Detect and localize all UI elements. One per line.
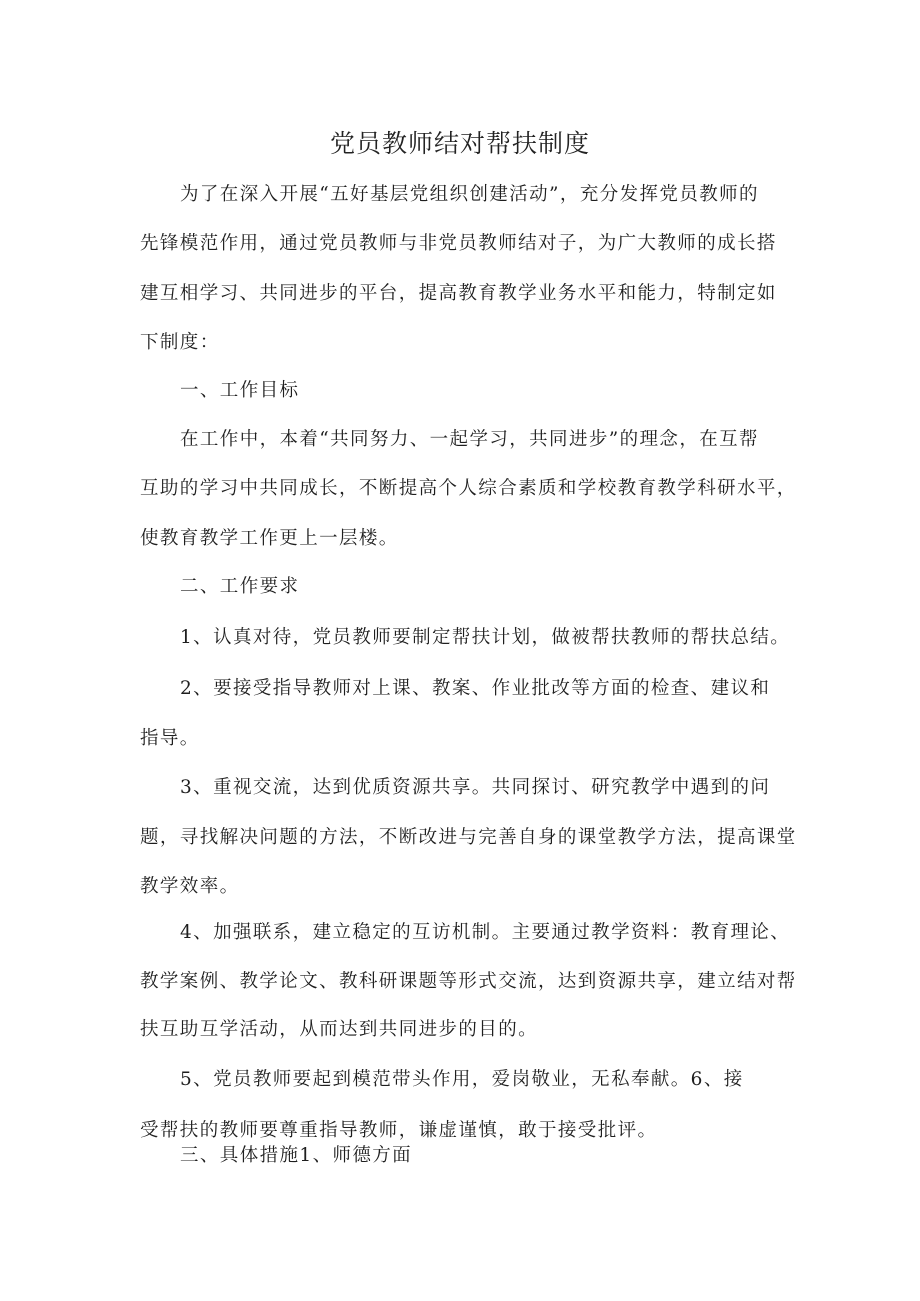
paragraph-line: 扶互助互学活动，从而达到共同进步的目的。 — [140, 1019, 539, 1040]
paragraph-line: 1、认真对待，党员教师要制定帮扶计划，做被帮扶教师的帮扶总结。 — [180, 627, 791, 648]
paragraph-line: 指导。 — [140, 728, 200, 749]
section-heading: 二、工作要求 — [180, 576, 300, 597]
paragraph-line: 使教育教学工作更上一层楼。 — [140, 528, 399, 549]
paragraph-line: 受帮扶的教师要尊重指导教师，谦虚谨慎，敢于接受批评。 — [140, 1120, 658, 1141]
paragraph-line: 教学效率。 — [140, 876, 240, 897]
paragraph-line: 3、重视交流，达到优质资源共享。共同探讨、研究教学中遇到的问 — [180, 777, 771, 798]
paragraph-line: 2、要接受指导教师对上课、教案、作业批改等方面的检查、建议和 — [180, 678, 771, 699]
paragraph-line: 为了在深入开展“五好基层党组织创建活动”，充分发挥党员教师的 — [180, 184, 759, 205]
paragraph-line: 5、党员教师要起到模范带头作用，爱岗敬业，无私奉献。6、接 — [180, 1069, 744, 1090]
section-heading: 一、工作目标 — [180, 380, 300, 401]
paragraph-line: 先锋模范作用，通过党员教师与非党员教师结对子，为广大教师的成长搭 — [140, 233, 777, 254]
document-title: 党员教师结对帮扶制度 — [329, 129, 590, 158]
paragraph-line: 建互相学习、共同进步的平台，提高教育教学业务水平和能力，特制定如 — [140, 283, 777, 304]
paragraph-line: 在工作中，本着“共同努力、一起学习，共同进步”的理念，在互帮 — [180, 429, 759, 450]
section-heading: 三、具体措施1、师德方面 — [180, 1145, 413, 1166]
paragraph-line: 教学案例、教学论文、教科研课题等形式交流，达到资源共享，建立结对帮 — [140, 971, 797, 992]
paragraph-line: 4、加强联系，建立稳定的互访机制。主要通过教学资料：教育理论、 — [180, 922, 791, 943]
paragraph-line: 互助的学习中共同成长，不断提高个人综合素质和学校教育教学科研水平， — [140, 478, 797, 499]
paragraph-line: 题，寻找解决问题的方法，不断改进与完善自身的课堂教学方法，提高课堂 — [140, 827, 797, 848]
paragraph-line: 下制度： — [140, 332, 220, 353]
